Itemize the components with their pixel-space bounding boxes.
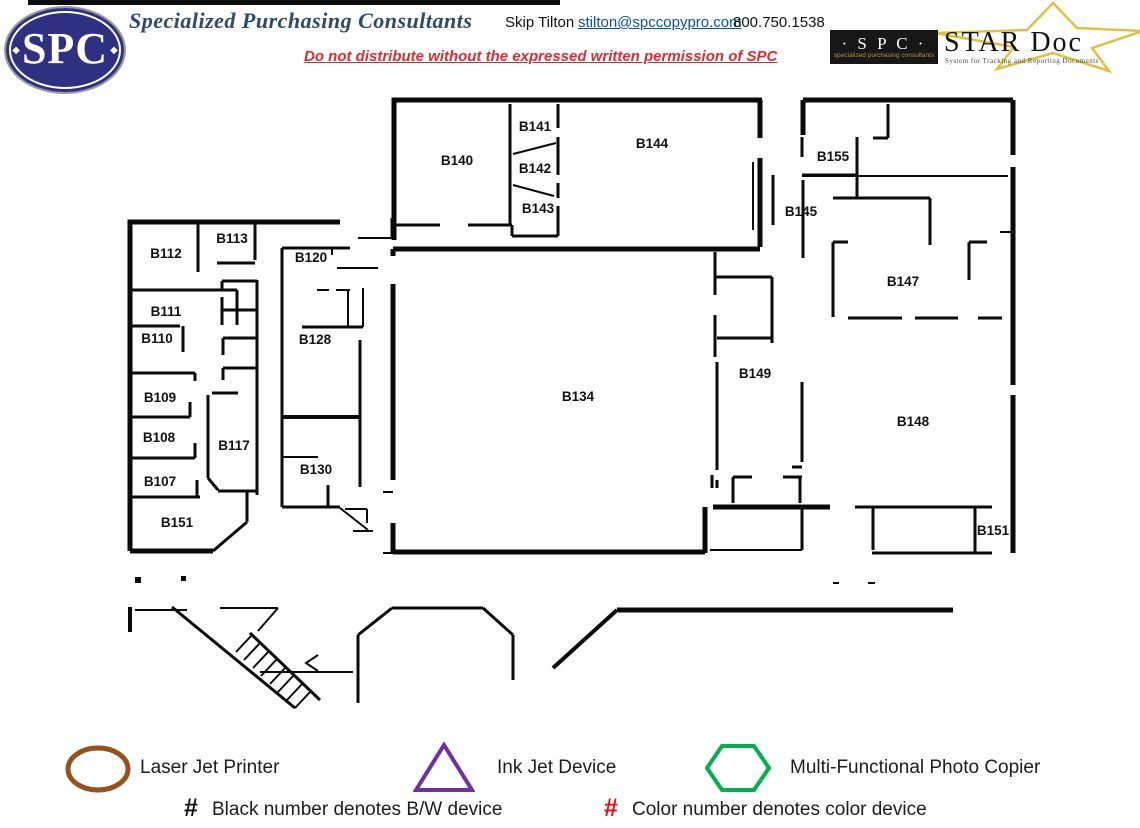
room-label-B155-17: B155 xyxy=(816,149,850,164)
logo-diamond-right-icon: ◆ xyxy=(110,44,118,56)
header-divider-bar xyxy=(28,0,560,5)
legend-label-ink-jet: Ink Jet Device xyxy=(497,757,617,778)
legend-note-bw: Black number denotes B/W device xyxy=(212,799,503,820)
ink-jet-device-icon xyxy=(413,742,475,794)
room-label-B111-3: B111 xyxy=(150,304,182,319)
legend-label-photo-copier: Multi-Functional Photo Copier xyxy=(790,757,1041,778)
star-doc-spc-subtext: specialized purchasing consultants xyxy=(833,51,935,59)
walls-inner xyxy=(130,104,1002,708)
room-label-B149-20: B149 xyxy=(738,366,772,381)
room-label-B117-8: B117 xyxy=(218,438,250,453)
room-label-B110-4: B110 xyxy=(141,331,173,346)
room-label-B141-13: B141 xyxy=(518,119,552,134)
star-doc-tagline: System for Tracking and Reporting Documents xyxy=(945,57,1099,65)
room-label-B108-7: B108 xyxy=(142,430,176,445)
room-label-B120-2: B120 xyxy=(294,250,328,265)
star-doc-spc-text: · S P C · xyxy=(841,33,927,53)
room-label-B151-23: B151 xyxy=(976,523,1010,538)
spc-logo xyxy=(4,6,126,94)
room-label-B148-22: B148 xyxy=(896,414,930,429)
distribution-notice: Do not distribute without the expressed written permission of SPC xyxy=(304,48,778,65)
star-doc-title: STAR Doc xyxy=(944,27,1083,58)
room-label-B140-12: B140 xyxy=(440,153,474,168)
room-label-B144-16: B144 xyxy=(635,136,669,151)
room-labels xyxy=(141,119,1009,538)
company-name: Specialized Purchasing Consultants xyxy=(129,8,473,33)
laser-jet-printer-icon xyxy=(64,745,132,793)
room-label-B113-1: B113 xyxy=(216,231,248,246)
phone-number: 800.750.1538 xyxy=(733,14,825,31)
star-doc-spc-badge xyxy=(830,30,938,64)
email-link[interactable]: stilton@spccopypro.com xyxy=(578,14,742,31)
room-label-B142-14: B142 xyxy=(518,161,552,176)
black-hash-icon: # xyxy=(184,794,198,822)
room-label-B107-9: B107 xyxy=(143,474,177,489)
legend-label-laser-jet: Laser Jet Printer xyxy=(140,757,280,778)
room-label-B134-21: B134 xyxy=(561,389,595,404)
room-label-B130-10: B130 xyxy=(299,462,333,477)
legend-note-color: Color number denotes color device xyxy=(632,799,927,820)
logo-diamond-left-icon: ◆ xyxy=(12,44,20,56)
room-label-B109-6: B109 xyxy=(143,390,177,405)
room-label-B143-15: B143 xyxy=(521,201,555,216)
room-label-B147-19: B147 xyxy=(886,274,920,289)
spc-logo-text: SPC xyxy=(21,24,109,73)
red-hash-icon: # xyxy=(604,794,618,822)
plan-dots xyxy=(135,576,186,583)
contact-name: Skip Tilton xyxy=(505,14,575,31)
room-label-B128-5: B128 xyxy=(298,332,332,347)
room-label-B112-0: B112 xyxy=(150,246,182,261)
photo-copier-icon xyxy=(704,743,772,793)
room-label-B145-18: B145 xyxy=(784,204,818,219)
walls-thin xyxy=(135,143,1013,708)
room-label-B151-11: B151 xyxy=(160,515,194,530)
